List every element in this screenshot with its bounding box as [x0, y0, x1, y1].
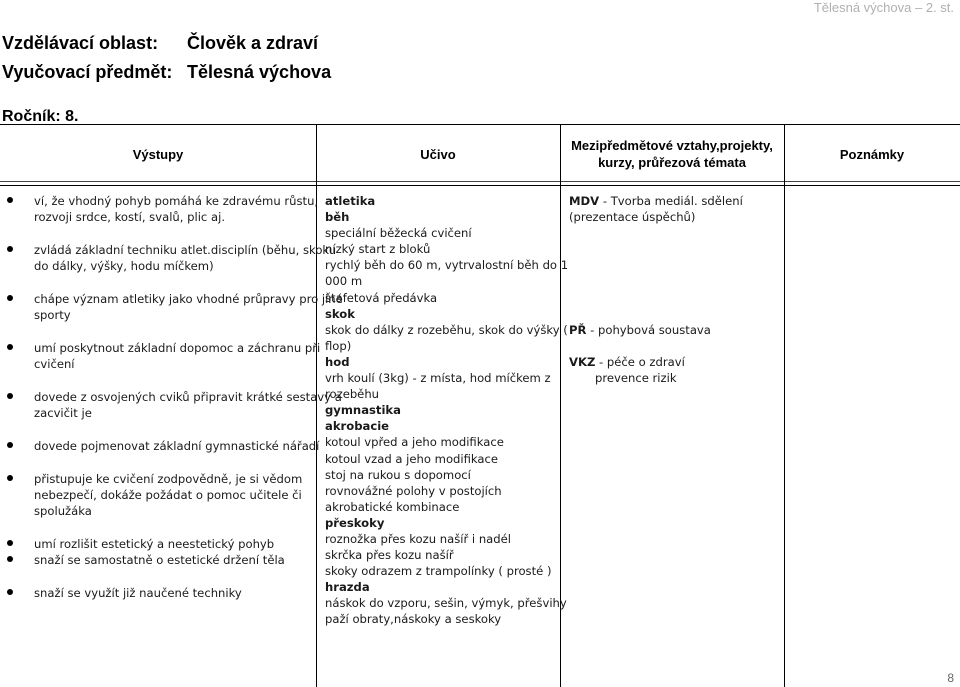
bullet-icon: [7, 393, 13, 399]
output-text-line: cvičení: [34, 357, 75, 372]
bullet-icon: [7, 540, 13, 546]
output-text-line: dovede pojmenovat základní gymnastické nářadí: [34, 439, 320, 453]
curriculum-heading: hod: [325, 354, 350, 369]
curriculum-item: stoj na rukou s dopomocí: [325, 467, 471, 482]
cross-topic-mdv: [569, 193, 781, 209]
output-text-line: rozvoji srdce, kostí, svalů, plic aj.: [34, 210, 226, 225]
curriculum-item: speciální běžecká cvičení: [325, 226, 472, 241]
column-divider: [784, 124, 785, 687]
output-text-line: nebezpečí, dokáže požádat o pomoc učitele či: [34, 488, 302, 503]
output-item: [34, 438, 319, 454]
table-top-rule: [0, 124, 960, 125]
output-text-line: ví, že vhodný pohyb pomáhá ke zdravému růstu,: [34, 194, 319, 208]
running-head: Tělesná výchova – 2. st.: [813, 0, 954, 15]
curriculum-item: akrobatické kombinace: [325, 499, 460, 514]
table-header-rule: [0, 181, 960, 182]
table-header-rule-2: [0, 185, 960, 186]
output-text-line: zacvičit je: [34, 406, 92, 421]
curriculum-item: nízký start z bloků: [325, 242, 431, 257]
output-text-line: snaží se samostatně o estetické držení těla: [34, 553, 285, 567]
output-text-line: spolužáka: [34, 504, 92, 519]
topic-text: - péče o zdraví: [595, 355, 685, 369]
output-item: [34, 193, 318, 225]
curriculum-item: flop): [325, 338, 352, 353]
output-item: [34, 552, 285, 568]
output-text-line: zvládá základní techniku atlet.disciplín (běhu, skoku: [34, 243, 337, 257]
curriculum-item: kotoul vpřed a jeho modifikace: [325, 435, 504, 450]
topic-abbr: MDV: [569, 194, 600, 208]
output-text-line: do dálky, výšky, hodu míčkem): [34, 259, 214, 274]
area-label: Vzdělávací oblast:: [2, 33, 159, 53]
bullet-icon: [7, 344, 13, 350]
bullet-icon: [7, 246, 13, 252]
output-item: [34, 585, 242, 601]
bullet-icon: [7, 475, 13, 481]
curriculum-item: skok do dálky z rozeběhu, skok do výšky (: [325, 322, 568, 337]
topic-text: - pohybová soustava: [586, 323, 711, 337]
topic-text: - Tvorba mediál. sdělení: [599, 194, 743, 208]
curriculum-heading: akrobacie: [325, 419, 390, 434]
output-text-line: dovede z osvojených cviků připravit krátké sestavy a: [34, 390, 342, 404]
topic-abbr: PŘ: [569, 323, 587, 337]
cross-topics: [569, 193, 781, 385]
curriculum-item: rychlý běh do 60 m, vytrvalostní běh do 1: [325, 258, 569, 273]
curriculum-item: 000 m: [325, 274, 363, 289]
bullet-icon: [7, 442, 13, 448]
output-text-line: umí rozlišit estetický a neestetický pohyb: [34, 537, 275, 551]
curriculum-heading: hrazda: [325, 580, 370, 595]
cross-header-line: kurzy, průřezová témata: [598, 155, 746, 170]
output-item: [34, 471, 302, 519]
curriculum-item: skoky odrazem z trampolínky ( prosté ): [325, 564, 552, 579]
curriculum-item: vrh koulí (3kg) - z místa, hod míčkem z: [325, 371, 551, 386]
cross-topic-pr: [569, 322, 711, 338]
curriculum-item: rozeběhu: [325, 387, 380, 402]
output-item: [34, 536, 274, 552]
curriculum-item: rovnovážné polohy v postojích: [325, 483, 502, 498]
output-text-line: umí poskytnout základní dopomoc a záchranu při: [34, 341, 321, 355]
output-text-line: chápe význam atletiky jako vhodné průpravy pro jiné: [34, 292, 343, 306]
column-header-cross-topics: [560, 137, 784, 171]
subject-value: Tělesná výchova: [187, 62, 332, 82]
bullet-icon: [7, 295, 13, 301]
output-text-line: přistupuje ke cvičení zodpovědně, je si vědom: [34, 472, 303, 486]
cross-topic-vkz-detail: prevence rizik: [595, 371, 677, 385]
output-item: [34, 291, 343, 323]
curriculum-heading: běh: [325, 210, 350, 225]
curriculum-heading: atletika: [325, 194, 376, 208]
grade-label: Ročník: 8.: [2, 108, 79, 125]
curriculum-item: skrčka přes kozu našíř: [325, 548, 454, 563]
bullet-icon: [7, 556, 13, 562]
cross-header-line: Mezipředmětové vztahy,projekty,: [571, 138, 773, 153]
curriculum-item: paží obraty,náskoky a seskoky: [325, 612, 502, 627]
cross-topic-mdv-detail: (prezentace úspěchů): [569, 210, 696, 225]
column-header-notes: Poznámky: [839, 147, 905, 162]
column-header-outputs: Výstupy: [132, 147, 184, 162]
curriculum-heading: skok: [325, 306, 355, 321]
bullet-icon: [7, 589, 13, 595]
curriculum-item: náskok do vzporu, sešin, výmyk, přešvihy: [325, 596, 567, 611]
curriculum-item: roznožka přes kozu našíř i nadél: [325, 531, 511, 546]
curriculum-item: kotoul vzad a jeho modifikace: [325, 451, 499, 466]
topic-abbr: VKZ: [569, 355, 596, 369]
output-item: [34, 242, 336, 274]
curriculum-heading: přeskoky: [325, 515, 385, 530]
output-text-line: snaží se využít již naučené techniky: [34, 586, 242, 600]
curriculum-list: [325, 193, 569, 628]
bullet-icon: [7, 197, 13, 203]
output-item: [34, 340, 320, 372]
column-header-curriculum: Učivo: [420, 147, 456, 162]
curriculum-heading: gymnastika: [325, 403, 401, 418]
output-text-line: sporty: [34, 308, 71, 323]
output-item: [34, 389, 342, 421]
area-value: Člověk a zdraví: [187, 33, 319, 53]
cross-topic-vkz: [569, 354, 685, 370]
page-number: 8: [947, 671, 954, 685]
curriculum-item: štafetová předávka: [325, 290, 438, 305]
subject-label: Vyučovací předmět:: [2, 62, 173, 82]
